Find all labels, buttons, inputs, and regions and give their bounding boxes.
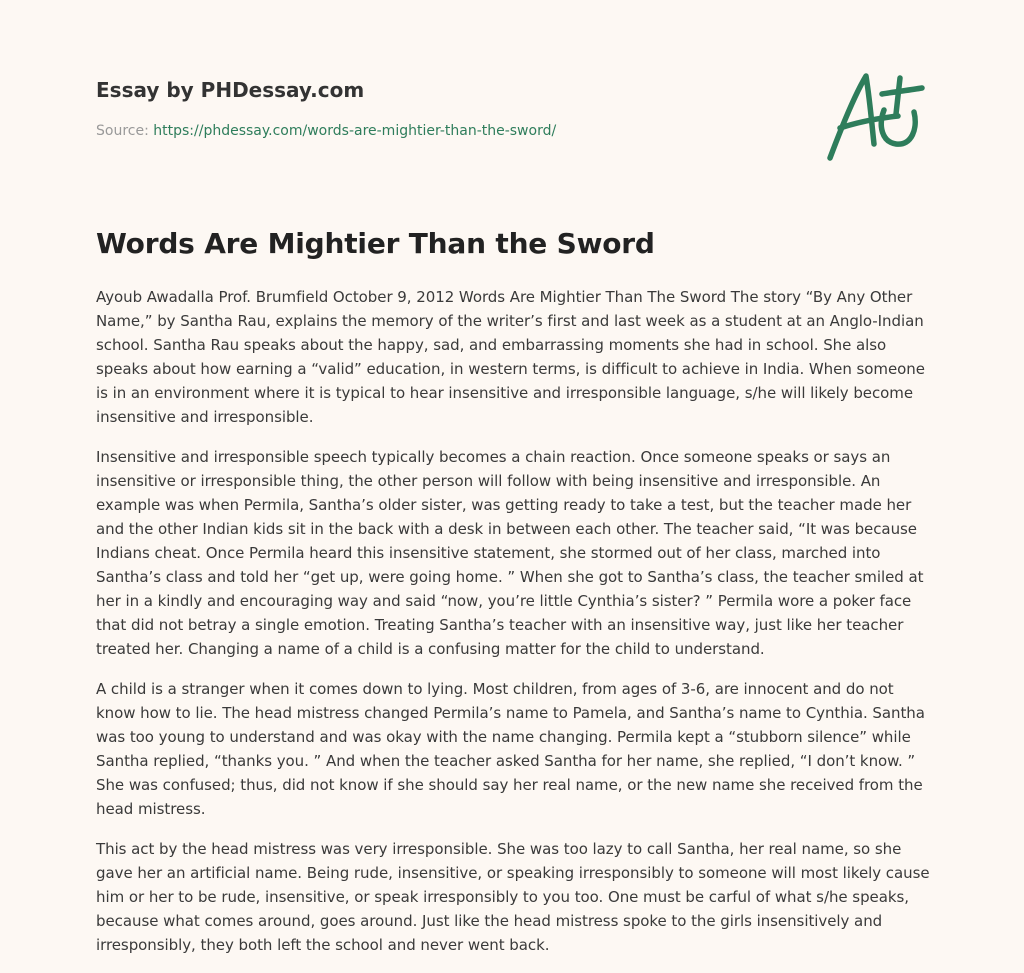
source-link[interactable]: https://phdessay.com/words-are-mightier-than-the-sword/ [153,123,557,139]
essay-paragraph: A child is a stranger when it comes down to lying. Most children, from ages of 3-6, are innocent and do not know how to lie. The head mistress changed Permila’s name to Pamela, and Santha’s name to Cynthia. Santha was too young to understand and was okay with the name changing. Permila kept a “stubborn silence” while Santha replied, “thanks you. ” And when the teacher asked Santha for her name, she replied, “I don’t know. ” She was confused; thus, did not know if she should say her real name, or the new name she received from the head mistress. [96,680,925,818]
essay-body [96,285,930,973]
source-label: Source: [96,123,149,139]
source-line [96,123,556,139]
page-header [96,76,796,139]
site-brand: Essay by PHDessay.com [96,78,365,102]
essay-paragraph: This act by the head mistress was very irresponsible. She was too lazy to call Santha, her real name, so she gave her an artificial name. Being rude, insensitive, or speaking irresponsibly to someone will most likely cause him or her to be rude, insensitive, or speak irresponsibly to you too. One must be carful of what s/he speaks, because what comes around, goes around. Just like the head mistress spoke to the girls insensitively and irresponsibly, they both left the school and never went back. [96,840,930,954]
essay-title: Words Are Mightier Than the Sword [96,227,655,260]
essay-paragraph: Ayoub Awadalla Prof. Brumfield October 9, 2012 Words Are Mightier Than The Sword The story “By Any Other Name,” by Santha Rau, explains the memory of the writer’s first and last week as a student at an Anglo-Indian school. Santha Rau speaks about the happy, sad, and embarrassing moments she had in school. She also speaks about how earning a “valid” education, in western terms, is difficult to achieve in India. When someone is in an environment where it is typical to hear insensitive and irresponsible language, s/he will likely become insensitive and irresponsible. [96,288,925,426]
a-plus-logo-icon [820,66,930,166]
essay-paragraph: Insensitive and irresponsible speech typically becomes a chain reaction. Once someone speaks or says an insensitive or irresponsible thing, the other person will follow with being insensitive and irresponsible. An example was when Permila, Santha’s older sister, was getting ready to take a test, but the teacher made her and the other Indian kids sit in the back with a desk in between each other. The teacher said, “It was because Indians cheat. Once Permila heard this insensitive statement, she stormed out of her class, marched into Santha’s class and told her “get up, were going home. ” When she got to Santha’s class, the teacher smiled at her in a kindly and encouraging way and said “now, you’re little Cynthia’s sister? ” Permila wore a poker face that did not betray a single emotion. Treating Santha’s teacher with an insensitive way, just like her teacher treated her. Changing a name of a child is a confusing matter for the child to understand. [96,448,924,658]
